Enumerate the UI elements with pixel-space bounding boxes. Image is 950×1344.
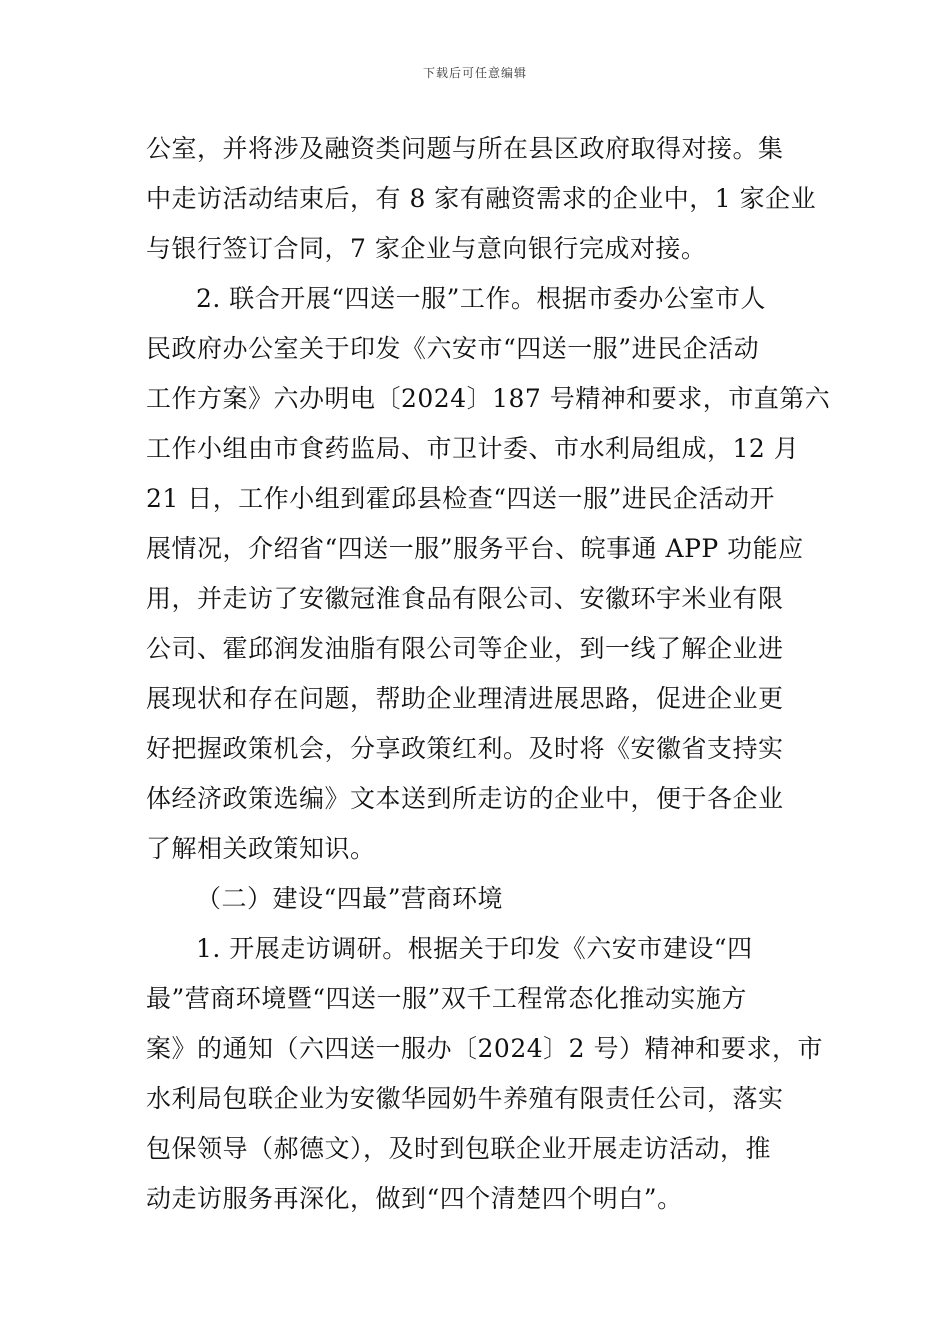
- paragraph-line: 好把握政策机会，分享政策红利。及时将《安徽省支持实: [146, 734, 784, 763]
- paragraph-line: 与银行签订合同，7 家企业与意向银行完成对接。: [146, 234, 707, 263]
- paragraph-line: 1. 开展走访调研。根据关于印发《六安市建设“四: [196, 934, 753, 963]
- paragraph-line: 了解相关政策知识。: [146, 834, 376, 863]
- section-heading: （二）建设“四最”营商环境: [196, 884, 504, 913]
- paragraph-line: 公室，并将涉及融资类问题与所在县区政府取得对接。集: [146, 134, 784, 163]
- paragraph-line: 展情况，介绍省“四送一服”服务平台、皖事通 APP 功能应: [146, 534, 804, 563]
- paragraph-line: 用，并走访了安徽冠淮食品有限公司、安徽环宇米业有限: [146, 584, 784, 613]
- paragraph-line: 21 日，工作小组到霍邱县检查“四送一服”进民企活动开: [146, 484, 775, 513]
- paragraph-line: 工作方案》六办明电〔2024〕187 号精神和要求，市直第六: [146, 384, 831, 413]
- paragraph-line: 2. 联合开展“四送一服”工作。根据市委办公室市人: [196, 284, 766, 313]
- page-header: 下载后可任意编辑: [422, 66, 527, 80]
- paragraph-line: 案》的通知（六四送一服办〔2024〕2 号）精神和要求，市: [146, 1034, 823, 1063]
- paragraph-line: 动走访服务再深化，做到“四个清楚四个明白”。: [146, 1184, 683, 1213]
- paragraph-line: 体经济政策选编》文本送到所走访的企业中，便于各企业: [146, 784, 784, 813]
- paragraph-line: 最”营商环境暨“四送一服”双千工程常态化推动实施方: [146, 984, 747, 1013]
- paragraph-line: 水利局包联企业为安徽华园奶牛养殖有限责任公司，落实: [146, 1084, 784, 1113]
- paragraph-line: 公司、霍邱润发油脂有限公司等企业，到一线了解企业进: [146, 634, 784, 663]
- paragraph-line: 民政府办公室关于印发《六安市“四送一服”进民企活动: [146, 334, 760, 363]
- paragraph-line: 包保领导（郝德文），及时到包联企业开展走访活动，推: [146, 1134, 772, 1163]
- paragraph-line: 工作小组由市食药监局、市卫计委、市水利局组成，12 月: [146, 434, 800, 463]
- paragraph-line: 展现状和存在问题，帮助企业理清进展思路，促进企业更: [146, 684, 784, 713]
- paragraph-line: 中走访活动结束后，有 8 家有融资需求的企业中，1 家企业: [146, 184, 817, 213]
